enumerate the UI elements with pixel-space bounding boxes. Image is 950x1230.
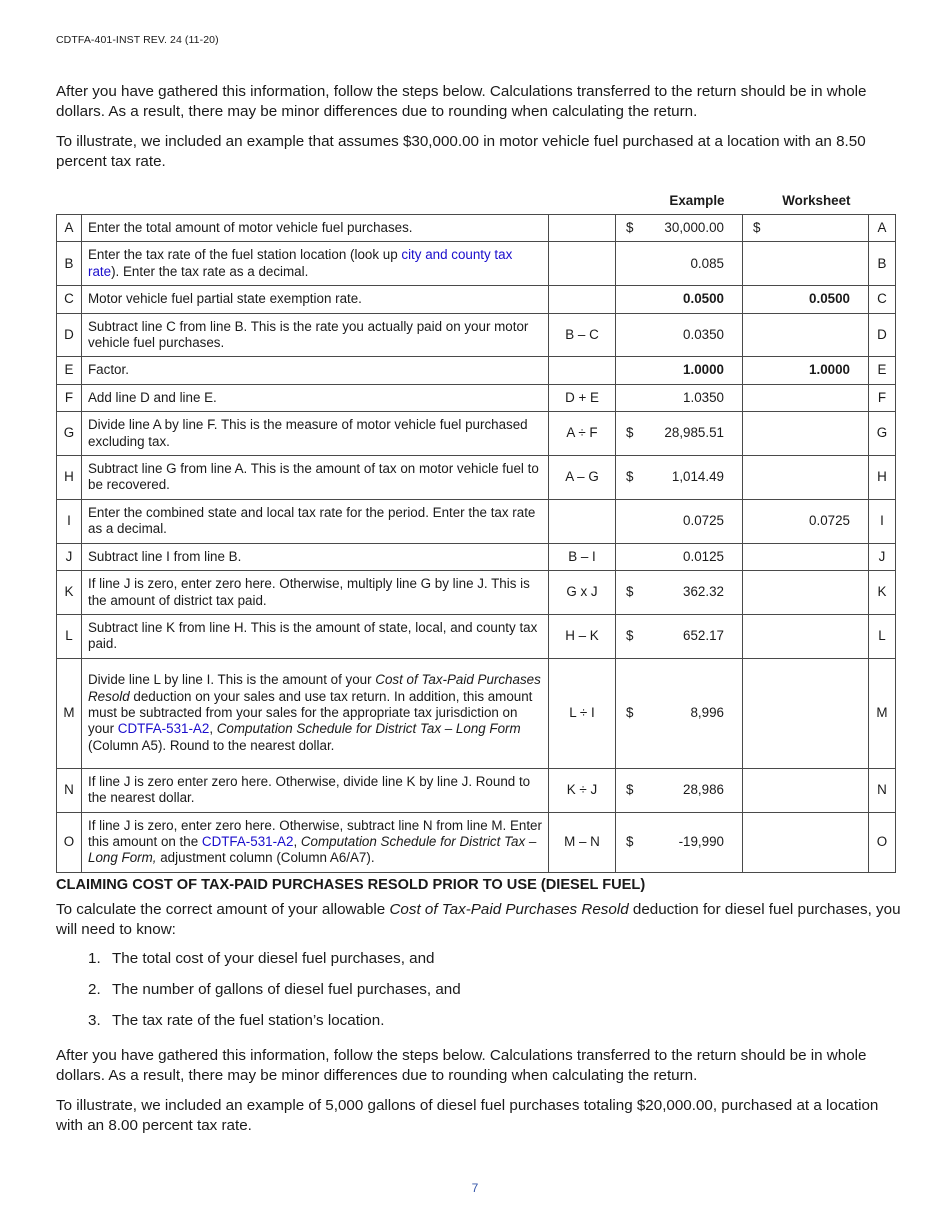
section-heading: CLAIMING COST OF TAX-PAID PURCHASES RESOLD PRIOR TO USE (DIESEL FUEL)	[56, 877, 646, 893]
worksheet-value[interactable]	[743, 768, 869, 812]
line-letter: H	[57, 456, 82, 500]
line-formula	[549, 499, 616, 543]
form-code: CDTFA-401-INST REV. 24 (11-20)	[56, 34, 219, 46]
example-value: $ 28,985.51	[616, 412, 743, 456]
table-row	[57, 571, 896, 615]
line-letter: J	[57, 543, 82, 570]
table-row	[57, 812, 896, 872]
worksheet-value[interactable]	[743, 571, 869, 615]
line-formula	[549, 215, 616, 242]
worksheet-value[interactable]: $	[743, 215, 869, 242]
table-row	[57, 242, 896, 286]
column-header-example: Example	[669, 192, 725, 208]
example-value: $ 362.32	[616, 571, 743, 615]
line-description: Enter the tax rate of the fuel station location (look up city and county tax rate). Enter the tax rate as a decimal.	[82, 242, 549, 286]
line-description: Add line D and line E.	[82, 384, 549, 411]
worksheet-value[interactable]	[743, 412, 869, 456]
line-letter-right: N	[869, 768, 896, 812]
worksheet-value[interactable]	[743, 658, 869, 768]
instructions-paragraph: After you have gathered this information, follow the steps below. Calculations transferred to the return should be in whole dollars. As a result, there may be minor differences due to rounding when calculating the return.	[56, 1047, 867, 1084]
example-value: $ 30,000.00	[616, 215, 743, 242]
table-row	[57, 499, 896, 543]
line-letter-right: E	[869, 357, 896, 384]
line-letter-right: A	[869, 215, 896, 242]
table-row	[57, 543, 896, 570]
worksheet-value[interactable]: 0.0725	[743, 499, 869, 543]
line-formula: A – G	[549, 456, 616, 500]
line-letter-right: G	[869, 412, 896, 456]
line-description: Subtract line G from line A. This is the amount of tax on motor vehicle fuel to be recovered.	[82, 456, 549, 500]
line-formula: M – N	[549, 812, 616, 872]
table-row	[57, 313, 896, 357]
line-letter-right: C	[869, 286, 896, 313]
line-letter-right: K	[869, 571, 896, 615]
table-row	[57, 215, 896, 242]
line-formula	[549, 286, 616, 313]
line-description: Motor vehicle fuel partial state exemption rate.	[82, 286, 549, 313]
table-row	[57, 768, 896, 812]
line-letter: E	[57, 357, 82, 384]
line-description: Subtract line I from line B.	[82, 543, 549, 570]
line-description: If line J is zero, enter zero here. Otherwise, multiply line G by line J. This is the amount of district tax paid.	[82, 571, 549, 615]
table-row	[57, 456, 896, 500]
line-formula: A ÷ F	[549, 412, 616, 456]
line-formula	[549, 242, 616, 286]
worksheet-value[interactable]	[743, 456, 869, 500]
worksheet-value[interactable]	[743, 614, 869, 658]
example-value: 0.0725	[616, 499, 743, 543]
line-description: Factor.	[82, 357, 549, 384]
worksheet-value[interactable]	[743, 812, 869, 872]
line-letter: F	[57, 384, 82, 411]
line-letter-right: F	[869, 384, 896, 411]
table-row	[57, 614, 896, 658]
line-description: Divide line A by line F. This is the measure of motor vehicle fuel purchased excluding tax.	[82, 412, 549, 456]
line-description: Enter the total amount of motor vehicle fuel purchases.	[82, 215, 549, 242]
table-row	[57, 412, 896, 456]
table-row	[57, 658, 896, 768]
line-letter: O	[57, 812, 82, 872]
example-value: $ 652.17	[616, 614, 743, 658]
worksheet-value[interactable]	[743, 384, 869, 411]
line-letter-right: O	[869, 812, 896, 872]
line-letter-right: J	[869, 543, 896, 570]
example-value: 1.0000	[616, 357, 743, 384]
cdtfa-531-a2-link[interactable]: CDTFA-531-A2	[117, 721, 210, 737]
line-formula	[549, 357, 616, 384]
example-paragraph: To illustrate, we included an example of 5,000 gallons of diesel fuel purchases totaling $20,000.00, purchased at a location with an 8.00 percent tax rate.	[56, 1097, 879, 1134]
line-description: If line J is zero enter zero here. Otherwise, divide line K by line J. Round to the nearest dollar.	[82, 768, 549, 812]
example-value: 0.0350	[616, 313, 743, 357]
line-letter: L	[57, 614, 82, 658]
line-letter-right: I	[869, 499, 896, 543]
line-letter: D	[57, 313, 82, 357]
line-letter: N	[57, 768, 82, 812]
line-description: Subtract line K from line H. This is the amount of state, local, and county tax paid.	[82, 614, 549, 658]
line-letter-right: D	[869, 313, 896, 357]
line-description: Divide line L by line I. This is the amount of your Cost of Tax-Paid Purchases Resold deduction on your sales and use tax return. In addition, this amount must be subtracted from your sales for the appropriate tax jurisdiction on your CDTFA-531-A2, Computation Schedule for District Tax – Long Form (Column A5). Round to the nearest dollar.	[82, 658, 549, 768]
line-letter: I	[57, 499, 82, 543]
line-formula: D + E	[549, 384, 616, 411]
worksheet-value[interactable]: 0.0500	[743, 286, 869, 313]
worksheet-value[interactable]	[743, 242, 869, 286]
example-value: 1.0350	[616, 384, 743, 411]
example-value: $ 28,986	[616, 768, 743, 812]
table-row	[57, 384, 896, 411]
line-formula: H – K	[549, 614, 616, 658]
worksheet-value[interactable]	[743, 543, 869, 570]
list-item: 3. The tax rate of the fuel station’s location.	[88, 1012, 385, 1029]
table-row	[57, 357, 896, 384]
cdtfa-531-a2-link[interactable]: CDTFA-531-A2	[201, 833, 294, 849]
line-formula: K ÷ J	[549, 768, 616, 812]
line-description: If line J is zero, enter zero here. Otherwise, subtract line N from line M. Enter this amount on the CDTFA-531-A2, Computation Schedule for District Tax – Long Form, adjustment column (Column A6/A7).	[82, 812, 549, 872]
line-letter-right: M	[869, 658, 896, 768]
page-number: 7	[471, 1181, 479, 1195]
worksheet-value[interactable]	[743, 313, 869, 357]
line-letter-right: H	[869, 456, 896, 500]
line-formula: B – I	[549, 543, 616, 570]
table-header-row	[57, 188, 896, 215]
example-value: $ 1,014.49	[616, 456, 743, 500]
line-formula: B – C	[549, 313, 616, 357]
example-value: 0.085	[616, 242, 743, 286]
example-value: 0.0500	[616, 286, 743, 313]
list-item: 1. The total cost of your diesel fuel purchases, and	[88, 950, 435, 967]
section-paragraph: To calculate the correct amount of your allowable Cost of Tax-Paid Purchases Resold deduction for diesel fuel purchases, you will need to know:	[56, 901, 901, 938]
tax-rate-link[interactable]: city and county tax rate	[88, 247, 513, 279]
line-description: Subtract line C from line B. This is the rate you actually paid on your motor vehicle fuel purchases.	[82, 313, 549, 357]
line-letter: B	[57, 242, 82, 286]
example-value: $ -19,990	[616, 812, 743, 872]
line-letter: A	[57, 215, 82, 242]
intro-paragraph-1: After you have gathered this information, follow the steps below. Calculations transferred to the return should be in whole dollars. As a result, there may be minor differences due to rounding when calculating the return.	[56, 83, 867, 120]
line-formula: G x J	[549, 571, 616, 615]
line-letter: C	[57, 286, 82, 313]
intro-paragraph-2: To illustrate, we included an example that assumes $30,000.00 in motor vehicle fuel purchased at a location with an 8.50 percent tax rate.	[56, 133, 866, 170]
line-letter: G	[57, 412, 82, 456]
line-letter: K	[57, 571, 82, 615]
line-description: Enter the combined state and local tax rate for the period. Enter the tax rate as a decimal.	[82, 499, 549, 543]
table-row	[57, 286, 896, 313]
line-letter: M	[57, 658, 82, 768]
column-header-worksheet: Worksheet	[782, 192, 851, 208]
line-letter-right: L	[869, 614, 896, 658]
list-item: 2. The number of gallons of diesel fuel purchases, and	[88, 981, 461, 998]
line-letter-right: B	[869, 242, 896, 286]
worksheet-table	[56, 188, 896, 873]
worksheet-value[interactable]: 1.0000	[743, 357, 869, 384]
example-value: $ 8,996	[616, 658, 743, 768]
line-formula: L ÷ I	[549, 658, 616, 768]
example-value: 0.0125	[616, 543, 743, 570]
